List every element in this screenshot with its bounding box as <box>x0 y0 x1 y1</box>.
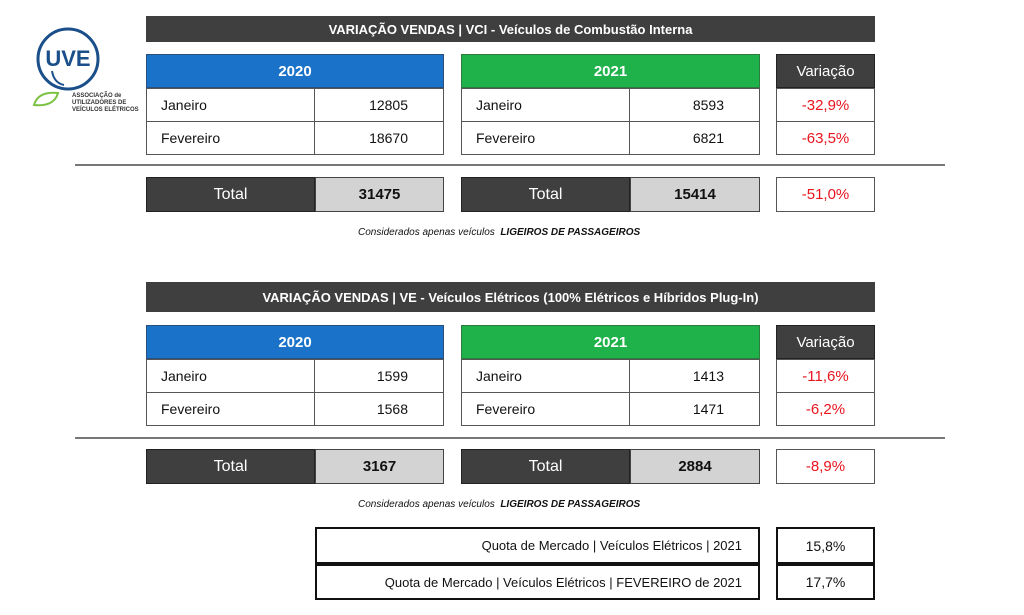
ve-table-2021 <box>461 359 760 426</box>
table-row <box>777 122 875 155</box>
vci-table-2020 <box>146 88 444 155</box>
ve-note <box>358 499 640 510</box>
table-row <box>147 360 444 393</box>
vci-table-2021 <box>461 88 760 155</box>
value-cell: 6821 <box>630 122 760 155</box>
vci-total-variation: -51,0% <box>776 177 875 212</box>
section-divider <box>75 164 945 166</box>
value-cell: 18670 <box>315 122 444 155</box>
quota-value-2021: 15,8% <box>776 527 875 564</box>
logo-caption <box>72 93 152 114</box>
vci-year-2021-header: 2021 <box>461 54 760 88</box>
vci-total-label-2020: Total <box>146 177 315 212</box>
logo-brand-text: UVE <box>45 46 91 71</box>
vci-total-2021: 15414 <box>630 177 760 212</box>
month-cell: Fevereiro <box>462 122 630 155</box>
value-cell: 1471 <box>630 393 760 426</box>
ve-total-label-2020: Total <box>146 449 315 484</box>
note-bold-text: LIGEIROS DE PASSAGEIROS <box>500 227 641 238</box>
table-row <box>462 89 760 122</box>
ve-total-label-2021: Total <box>461 449 630 484</box>
ve-variation-header: Variação <box>776 325 875 359</box>
ve-table-2020 <box>146 359 444 426</box>
value-cell: 8593 <box>630 89 760 122</box>
table-row <box>147 393 444 426</box>
table-row <box>462 360 760 393</box>
ve-year-2021-header: 2021 <box>461 325 760 359</box>
ve-total-2020: 3167 <box>315 449 444 484</box>
logo-line: UTILIZADORES DE <box>72 100 127 106</box>
quota-value-feb-2021: 17,7% <box>776 564 875 600</box>
logo-line: ASSOCIAÇÃO de <box>72 93 122 99</box>
variation-cell: -32,9% <box>777 89 875 122</box>
note-text: Considerados apenas veículos <box>358 227 495 238</box>
ve-total-2021: 2884 <box>630 449 760 484</box>
month-cell: Janeiro <box>462 360 630 393</box>
table-row <box>777 360 875 393</box>
month-cell: Janeiro <box>147 89 315 122</box>
note-bold-text: LIGEIROS DE PASSAGEIROS <box>500 499 641 510</box>
month-cell: Janeiro <box>147 360 315 393</box>
quota-label-feb-2021: Quota de Mercado | Veículos Elétricos | FEVEREIRO de 2021 <box>315 564 760 600</box>
value-cell: 1568 <box>315 393 444 426</box>
month-cell: Janeiro <box>462 89 630 122</box>
table-row <box>777 393 875 426</box>
table-row <box>147 122 444 155</box>
leaf-icon <box>32 89 62 109</box>
table-row <box>777 89 875 122</box>
uve-logo-icon <box>32 25 104 93</box>
value-cell: 12805 <box>315 89 444 122</box>
quota-label-2021: Quota de Mercado | Veículos Elétricos | 2021 <box>315 527 760 564</box>
value-cell: 1413 <box>630 360 760 393</box>
table-row <box>462 393 760 426</box>
month-cell: Fevereiro <box>147 122 315 155</box>
variation-cell: -63,5% <box>777 122 875 155</box>
vci-note <box>358 227 640 238</box>
note-text: Considerados apenas veículos <box>358 499 495 510</box>
ve-year-2020-header: 2020 <box>146 325 444 359</box>
ve-total-variation: -8,9% <box>776 449 875 484</box>
vci-year-2020-header: 2020 <box>146 54 444 88</box>
value-cell: 1599 <box>315 360 444 393</box>
month-cell: Fevereiro <box>147 393 315 426</box>
logo-line: VEÍCULOS ELÉTRICOS <box>72 107 139 113</box>
vci-variation-table <box>776 88 875 155</box>
ve-variation-table <box>776 359 875 426</box>
section-divider <box>75 437 945 439</box>
variation-cell: -11,6% <box>777 360 875 393</box>
vci-title: VARIAÇÃO VENDAS | VCI - Veículos de Combustão Interna <box>146 16 875 42</box>
vci-variation-header: Variação <box>776 54 875 88</box>
vci-total-label-2021: Total <box>461 177 630 212</box>
ve-title: VARIAÇÃO VENDAS | VE - Veículos Elétricos (100% Elétricos e Híbridos Plug-In) <box>146 282 875 312</box>
month-cell: Fevereiro <box>462 393 630 426</box>
variation-cell: -6,2% <box>777 393 875 426</box>
uve-logo <box>28 25 138 125</box>
vci-total-2020: 31475 <box>315 177 444 212</box>
table-row <box>147 89 444 122</box>
table-row <box>462 122 760 155</box>
